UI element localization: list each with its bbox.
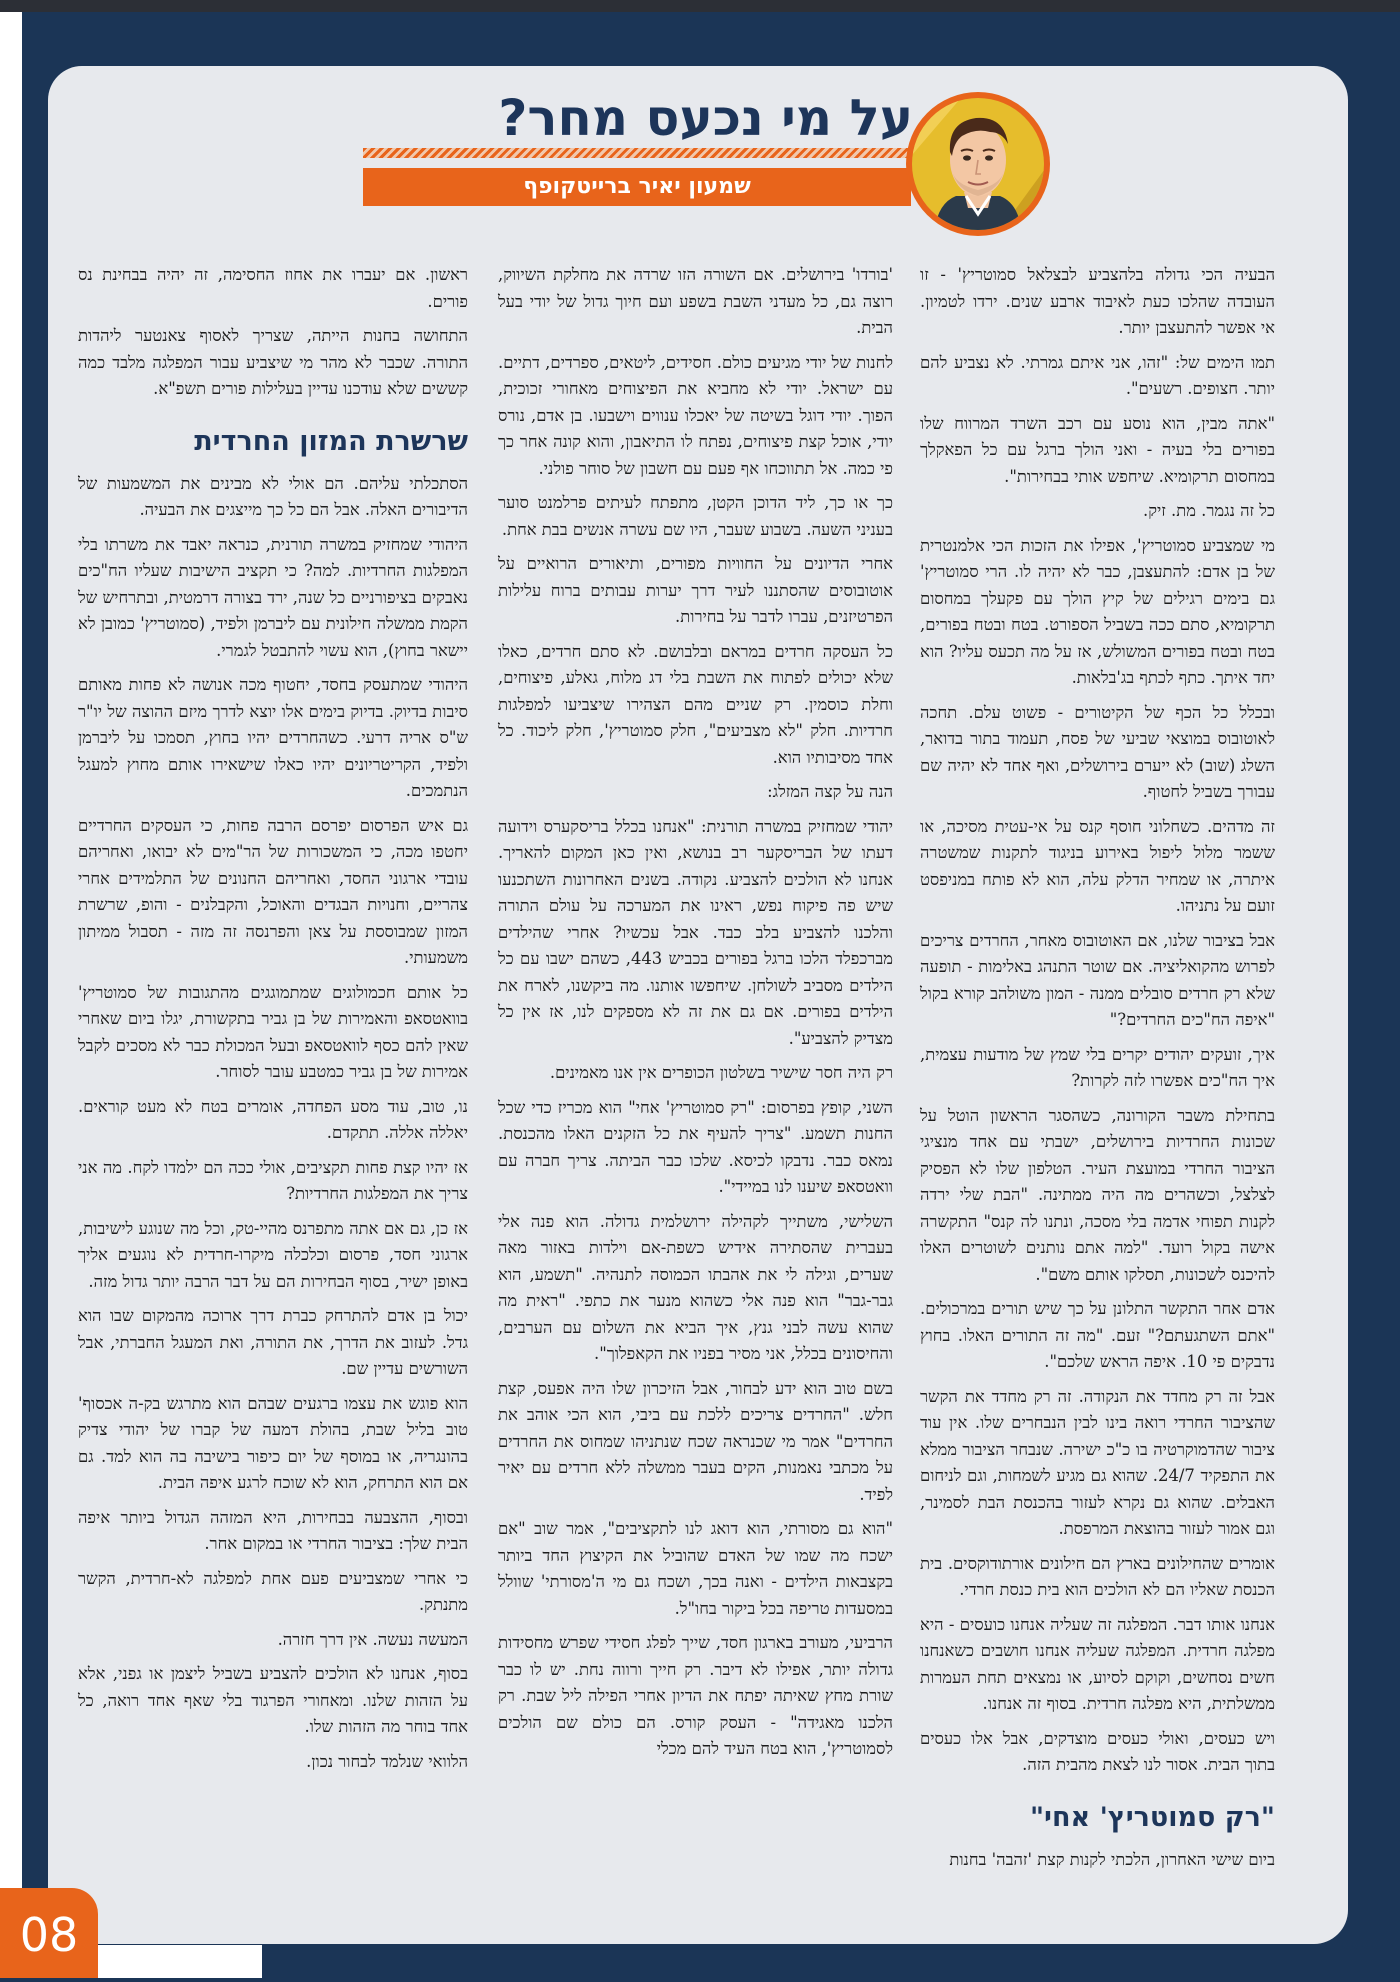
author-portrait-illustration	[906, 92, 1050, 236]
paragraph: המעשה נעשה. אין דרך חזרה.	[277, 1629, 468, 1649]
section-heading-food-chain: שרשרת המזון החרדית	[194, 425, 468, 457]
paragraph: אז יהיו קצת פחות תקציבים, אולי ככה הם ילמדו לקח. מה אני צריך את המפלגות החרדיות?	[78, 1157, 468, 1203]
paragraph: אנחנו אותו דבר. המפלגה זה שעליה אנחנו כועסים - היא מפלגה חרדית. המפלגה שעליה אנחנו חושבים כשאנחנו חשים נסחשים, וקוקם לסיוע, או נמצאים תחת העמרות ממשלתית, היא מפלגה חרדית. בסוף זה אנחנו.	[920, 1614, 1275, 1713]
left-white-stripe	[0, 12, 22, 1978]
paragraph: בתחילת משבר הקורונה, כשהסגר הראשון הוטל על שכונות החרדיות בירושלים, ישבתי עם אחד מנציגי הציבור החרדי במועצת העיר. הטלפון שלו לא הפסיק לצלצל, וכשהרים מה היה ממתינה. "הבת שלי ירדה לקנות תפוחי אדמה בלי מסכה, ונתנו לה קנס" התקשרה אישה בקול רועד. "למה אתם נותנים לשוטרים האלו להיכנס לשכונות, תסלקו אותם משם".	[920, 1105, 1275, 1284]
paragraph: יכול בן אדם להתרחק כברת דרך ארוכה מהמקום שבו הוא גדל. לעזוב את הדרך, את התורה, ואת המעגל החברתי, אבל השורשים עדיין שם.	[78, 1306, 468, 1378]
paragraph: איך, זועקים יהודים יקרים בלי שמץ של מודעות עצמית, איך הח"כים אפשרו לזה לקרות?	[920, 1044, 1275, 1090]
paragraph: אומרים שהחילונים בארץ הם חילונים אורתודוקסים. בית הכנסת שאליו הם לא הולכים הוא בית כנסת חרדי.	[920, 1553, 1275, 1599]
paragraph: אז כן, גם אם אתה מתפרנס מהיי-טק, וכל מה שנוגע לישיבות, ארגוני חסד, פרסום וכלכלה מיקרו-חרדית לא נוגעים אליך באופן ישיר, בסוף הבחירות הם על דבר הרבה יותר גדול מזה.	[78, 1218, 468, 1291]
author-bar: שמעון יאיר ברייטקופף	[363, 168, 911, 206]
page-number: 08	[0, 1888, 98, 1978]
paragraph: כל אותם חכמולוגים שמתמוגגים מהתגובות של סמוטריץ' בוואטסאפ והאמירות של בן גביר בתקשורת, יגלו ביום שאחרי שאין להם כסף לוואטסאפ ובעל המכולת כבר לא מסכים לקבל אמירות של בן גביר כמטבע עובר לסוחר.	[78, 982, 468, 1081]
paragraph: ובסוף, ההצבעה בבחירות, היא המזהה הגדול ביותר איפה הבית שלך: בציבור החרדי או במקום אחר.	[78, 1507, 468, 1553]
paragraph: היהודי שמחזיק במשרה תורנית, כנראה יאבד את משרתו בלי המפלגות החרדיות. למה? כי תקציב הישיבות שעליו הח"כים נאבקים בציפורניים כל שנה, ירד בצורה דרמטית, ובתרחיש של הקמת ממשלה חילונית עם ליברמן ולפיד, (סמוטריץ' כמובן לא יישאר בחוץ), הוא עשוי להתבטל לגמרי.	[78, 534, 468, 660]
paragraph: ויש כעסים, ואולי כעסים מוצדקים, אבל אלו כעסים בתוך הבית. אסור לנו לצאת מהבית הזה.	[920, 1728, 1275, 1774]
paragraph: גם איש הפרסום יפרסם הרבה פחות, כי העסקים החרדיים יחטפו מכה, כי המשכורות של הר"מים לא יבואו, ואחריהם עובדי ארגוני החסד, ואחריהם החנונים של התלמידים אחרי צהריים, וחנויות הבגדים והאוכל, והקבלנים - והופ, שרשרת המזון שמבוססת על צאן והפרנסה זה מזה - תסבול ממיתון משמעותי.	[78, 815, 468, 967]
paragraph: הוא פוגש את עצמו ברגעים שבהם הוא מתרגש בק-ה אכסוף' טוב בליל שבת, בהולת דמעה של קברו של יהודי צדיק בהונגריה, או במוסף של יום כיפור בישיבה בה הוא למד. גם אם הוא התרחק, הוא לא שוכח לרגע איפה הבית.	[78, 1393, 468, 1492]
paragraph: השני, קופץ בפרסום: "רק סמוטריץ' אחי" הוא מכריז כדי שכל החנות תשמע. "צריך להעיף את כל הזקנים האלו מהכנסת. נמאס כבר. נדבקו לכיסא. שלכו כבר הביתה. צריך חברה עם וואטסאפ שיענו לנו במיידי".	[498, 1097, 893, 1196]
paragraph: אבל זה רק מחדד את הנקודה. זה רק מחדד את הקשר שהציבור החרדי רואה בינו לבין הנבחרים שלו. אין עוד ציבור שהדמוקרטיה בו כ"כ ישירה. שנבחר הציבור ממלא את התפקיד 24/7. שהוא גם מגיע לשמחות, וגם לניחום האבלים. שהוא גם נקרא לעזור בהכנסת הבת לסמינר, וגם אמור לעזור בהוצאת המרפסת.	[920, 1386, 1275, 1538]
paragraph: ביום שישי האחרון, הלכתי לקנות קצת 'זהבה' בחנות	[949, 1849, 1275, 1869]
paragraph: בסוף, אנחנו לא הולכים להצביע בשביל ליצמן או גפני, אלא על הזהות שלנו. ומאחורי הפרגוד בלי שאף אחד רואה, כל אחד בוחר מה הזהות שלו.	[78, 1664, 468, 1736]
paragraph: ראשון. אם יעברו את אחוז החסימה, זה יהיה בבחינת נס פורים.	[78, 265, 468, 311]
paragraph: הסתכלתי עליהם. הם אולי לא מבינים את המשמעות של הדיבורים האלה. אבל הם כל כך מייצגים את הבעיה.	[78, 473, 468, 519]
paragraph: הבעיה הכי גדולה בלהצביע לבצלאל סמוטריץ' - זו העובדה שהלכו כעת לאיבוד ארבע שנים. ירדו לטמיון. אי אפשר להתעצבן יותר.	[920, 265, 1275, 337]
paragraph: רק היה חסר שישיר בשלטון הכופרים אין אנו מאמינים.	[549, 1063, 893, 1082]
paragraph: כך או כך, ליד הדוכן הקטן, מתפתח לעיתים פרלמנט סוער בעניני השעה. בשבוע שעבר, היו שם עשרה אנשים בבת אחת.	[498, 493, 893, 539]
paragraph: היהודי שמתעסק בחסד, יחטוף מכה אנושה לא פחות מאותם סיבות בדיוק. בדיוק בימים אלו יוצא לדרך מיזם ההוצה של יו"ר ש"ס אריה דרעי. כשהחרדים יהיו בחוץ, תסמכו על ליברמן ולפיד, הקריטריונים יהיו כאלו שישאירו אותם מחוץ למעגל הנתמכים.	[78, 675, 468, 800]
paragraph: אחרי הדיונים על החוויות מפורים, ותיאורים הרואיים על אוטובוסים שהסתננו לעיר דרך יערות עבותים ברוח עלילות הפרטיזנים, עברו לדבר על בחירות.	[498, 554, 893, 626]
author-portrait	[906, 92, 1050, 236]
paragraph: כל זה נגמר. מת. זיק.	[1142, 501, 1275, 520]
paragraph: תמו הימים של: "זהו, אני איתם גמרתי. לא נצביע להם יותר. חצופים. רשעים".	[920, 352, 1275, 398]
paragraph: השלישי, משתייך לקהילה ירושלמית גדולה. הוא פנה אלי בעברית שהסתירה אידיש כשפת-אם וילדות באזור מאה שערים, וגילה לי את אהבתו הכמוסה לתנהיה. "תשמע, הוא גבר-גבר" הוא פנה אלי כשהוא מנער את כתפי. "ראית מה שהוא עשה לבני גנץ, איך הביא את השלום עם הערבים, והחיסונים בכלל, אני מסיר בפניו את הקאפלוך".	[498, 1211, 893, 1363]
window-top-bar	[0, 0, 1400, 12]
paragraph: זה מדהים. כשחלוני חוסף קנס על אי-עטית מסיכה, או ששמר מלול ליפול באירוע בניגוד לתקנות שמשטרה איתרה, או שמחיר הדלק עלה, הוא לא פותח במניפסט זועם על נתניהו.	[920, 816, 1275, 915]
paragraph: אבל בציבור שלנו, אם האוטובוס מאחר, החרדים צריכים לפרוש מהקואליציה. אם שוטר התנהג באלימות - תופעה שלא רק חרדים סובלים ממנה - המון משולהב קורא בקול "איפה הח"כים החרדים?"	[920, 930, 1275, 1029]
paragraph: הרביעי, מעורב בארגון חסד, שייך לפלג חסידי שפרש מחסידות גדולה יותר, אפילו לא דיבר. רק חייך ורווה נחת. יש לו כבר שורת מחץ שאיתה יפתח את הדיון אחרי הפילה ליל שבת. רק הלכנו מאגידה" - העסק קורס. הם כולם שם הולכים לסמוטריץ', הוא בטח העיד להם מכלי	[498, 1633, 893, 1758]
paragraph: 'בורדו' בירושלים. אם השורה הזו שרדה את מחלקת השיווק, רוצה גם, כל מעדני השבת בשפע ועם חיוך גדול של יודי בעל הבית.	[498, 265, 893, 337]
paragraph: הנה על קצה המזלג:	[767, 782, 893, 801]
paragraph: "הוא גם מסורתי, הוא דואג לנו לתקציבים", אמר שוב "אם ישכח מה שמו של האדם שהוביל את הקיצוץ החד ביותר בקצבאות הילדים - ואנה בכך, ושכח גם מי ה'מסורתי' שוולל במסעדות טריפה בכל ביקור בחו"ל.	[498, 1519, 893, 1618]
article-column-left	[78, 262, 468, 1783]
paragraph: כל העסקה חרדים במראם ובלבושם. לא סתם חרדים, כאלו שלא יכולים לפתוח את השבת בלי דג מלוח, גאלע, פיצוחים, וחלת כוסמין. רק שניים מהם הצהירו שיצביעו למפלגות חרדיות. חלק "לא מצביעים", חלק סמוטריץ', חלק ליכוד. כל אחד מסיבותיו הוא.	[498, 641, 893, 767]
paragraph: כי אחרי שמצביעים פעם אחת למפלגה לא-חרדית, הקשר מתנתק.	[78, 1568, 468, 1614]
paragraph: בשם טוב הוא ידע לבחור, אבל הזיכרון שלו היה אפעס, קצת חלש. "החרדים צריכים ללכת עם ביבי, הוא הכי אוהב את החרדים" אמר מי שכנראה שכח שנתניהו שמחוס את החרדים על מכתבי נאמנות, הקים בעבר ממשלה ללא חרדים עם יאיר לפיד.	[498, 1378, 893, 1504]
paragraph: אדם אחר התקשר התלונן על כך שיש תורים במרכולים. "אתם השתגעתם?" זעם. "מה זה התורים האלו. בחוץ נדבקים פי 10. איפה הראש שלכם".	[920, 1299, 1275, 1371]
paragraph: הלוואי שנלמד לבחור נכון.	[306, 1751, 468, 1771]
paragraph: התחושה בחנות הייתה, שצריך לאסוף צאנטער ליהדות התורה. שכבר לא מהר מי שיצביע עבור המפלגה מלבד כמה קששים שלא עודכנו עדיין בעלילות פורים תשפ"א.	[78, 326, 468, 398]
paragraph: יהודי שמחזיק במשרה תורנית: "אנחנו בכלל בריסקערס וידועה דעתו של הבריסקער רב בנושא, ואין כאן המקום להאריך. אנחנו לא הולכים להצביע. נקודה. בשנים האחרונות השתכנעו שיש פה פיקוח נפש, ראינו את המערכה על עולם התורה והלכנו להצביע בלב כבד. אבל עכשיו? אחרי שהילדים מברכפלד הלכו ברגל בפורים בכביש 443, כשהם ישבו עם כל הילדים מסביב לשולחן. שיחפשו אותנו. מה ביקשנו, לארח את הילדים בפורים. אם גם את זה לא מספקים לנו, אז אין כל מצדיק להצביע".	[498, 816, 893, 1048]
title-hatch-divider	[363, 148, 911, 158]
section-heading-smotrich: "רק סמוטריץ' אחי"	[1029, 1801, 1275, 1833]
paragraph: לחנות של יודי מגיעים כולם. חסידים, ליטאים, ספרדים, דתיים. עם ישראל. יודי לא מחביא את הפיצוחים מאחורי זכוכית, הפוך. יודי דוגל בשיטה של יאכלו ענווים וישבעו. בן אדם, נורס יודי, אוכל קצת פיצוחים, נפתח לו התיאבון, והוא קונה אחר כך פי כמה. אל תתווכחו אף פעם עם חשבון של סוחר פולני.	[498, 352, 893, 478]
article-column-right	[920, 262, 1275, 1881]
paragraph: "אתה מבין, הוא נוסע עם רכב השרד המרווח שלו בפורים בלי בעיה - ואני הולך ברגל עם כל הפאקלך במחסום תרקומיא. שיחפש אותי בבחירות".	[920, 413, 1275, 486]
paragraph: נו, טוב, עוד מסע הפחדה, אומרים בטח לא מעט קוראים. יאללה אללה. תתקדם.	[78, 1096, 468, 1142]
paragraph: ובכלל כל הכף של הקיטורים - פשוט עלם. תחכה לאוטובוס במוצאי שביעי של פסח, תעמוד בתור בדואר, השלג (שוב) לא ייערם בירושלים, ואף אחד לא יהיה שם עבורך בשביל לחטוף.	[920, 702, 1275, 801]
article-title: על מי נכעס מחר?	[498, 89, 913, 147]
article-column-middle	[498, 262, 893, 1771]
paragraph: מי שמצביע סמוטריץ', אפילו את הזכות הכי אלמנטרית של בן אדם: להתעצבן, כבר לא יהיה לו. הרי סמוטריץ' גם בימים רגילים של קיץ הולך עם פקעלך במחסום תרקומיא, סתם ככה בשביל הספורט. בטח ובטח בפורים, בטח ובטח בפורים המשולש, אז על מה תכעס עליו? הוא יחד איתך. כתף לכתף בג'בלאות.	[920, 535, 1275, 687]
